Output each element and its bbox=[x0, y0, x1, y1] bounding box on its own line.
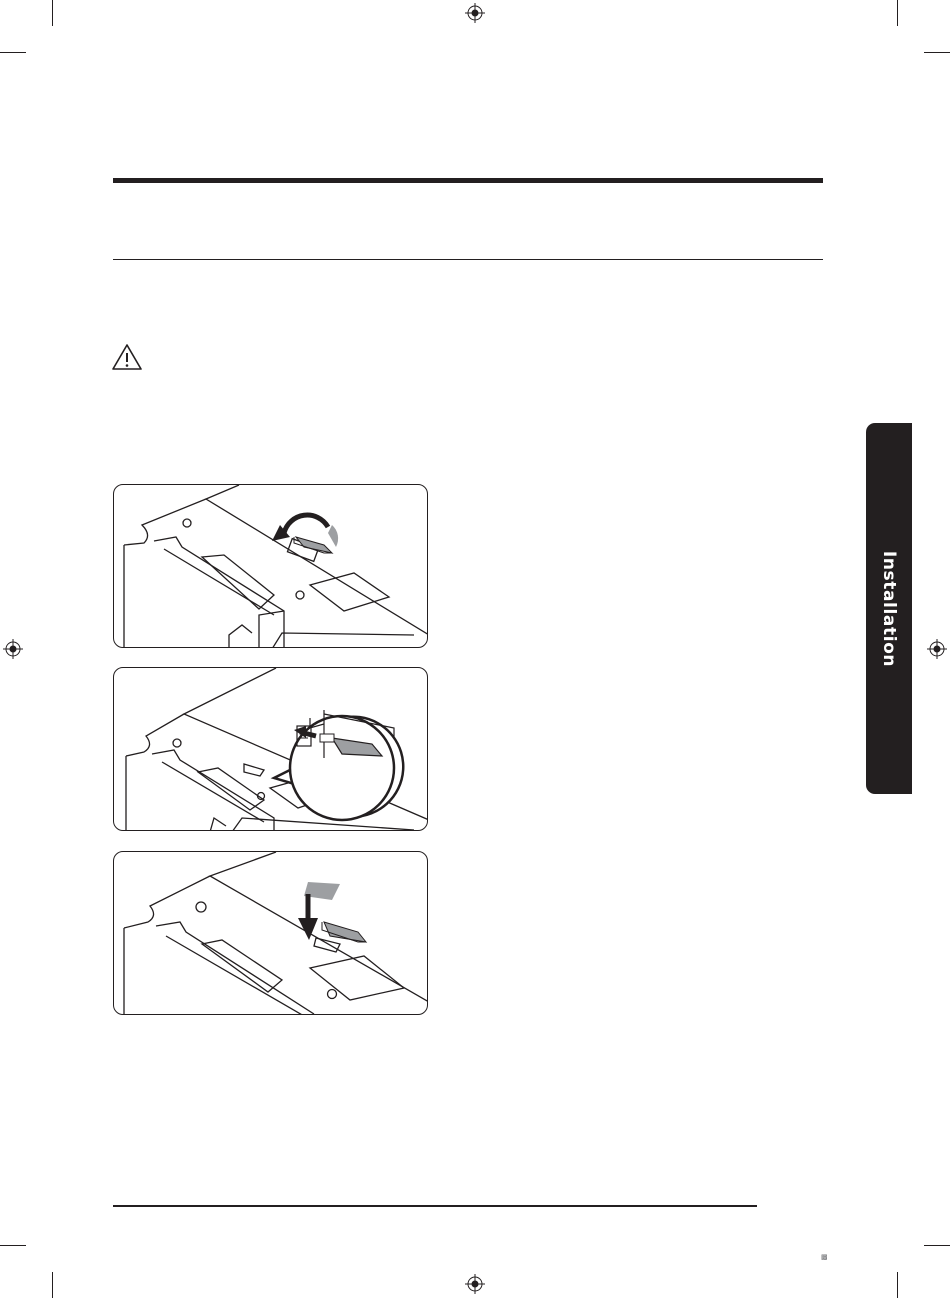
footer-rule bbox=[113, 1205, 757, 1207]
registration-mark-right bbox=[927, 639, 947, 659]
warning-triangle-icon bbox=[111, 343, 143, 371]
registration-mark-bottom bbox=[465, 1274, 485, 1294]
crop-mark-bottom-right-v bbox=[897, 1272, 898, 1298]
figure-step-2 bbox=[113, 667, 428, 831]
crop-mark-top-left-h bbox=[0, 52, 26, 53]
cap-piece bbox=[324, 922, 366, 942]
figure-step-1 bbox=[113, 484, 428, 648]
section-side-tab bbox=[866, 423, 912, 794]
subsection-rule bbox=[113, 259, 823, 260]
crop-mark-bottom-right-h bbox=[924, 1245, 950, 1246]
registration-mark-top bbox=[465, 3, 485, 23]
crop-mark-top-right-v bbox=[897, 0, 898, 26]
crop-mark-top-left-v bbox=[52, 0, 53, 26]
magnifier-callout bbox=[274, 710, 403, 820]
figure-step-3 bbox=[113, 851, 428, 1015]
crop-mark-bottom-left-v bbox=[52, 1272, 53, 1298]
side-tab-label: Installation bbox=[879, 550, 899, 667]
rotate-arrow-icon bbox=[284, 515, 328, 533]
page-mark: ▩ bbox=[821, 1253, 828, 1261]
registration-mark-left bbox=[3, 639, 23, 659]
crop-mark-top-right-h bbox=[924, 52, 950, 53]
section-heading-rule bbox=[113, 178, 823, 183]
crop-mark-bottom-left-h bbox=[0, 1245, 26, 1246]
